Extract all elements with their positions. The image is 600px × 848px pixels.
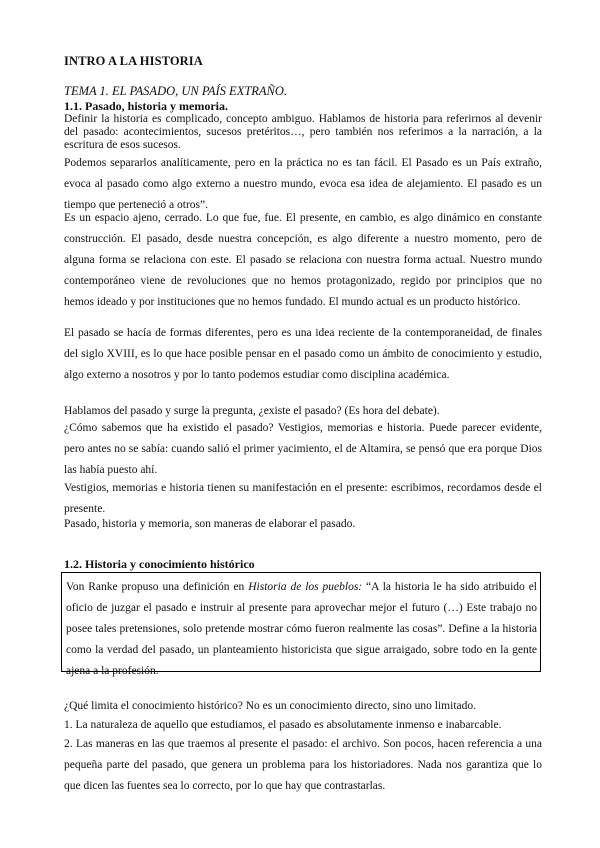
paragraph: Definir la historia es complicado, concepto ambiguo. Hablamos de historia para referirnos al devenir del pasado: acontecimientos, sucesos pretéritos…, pero también nos referimos a la narración, a la escritura de esos sucesos. xyxy=(64,113,542,151)
section-1-heading: 1.1. Pasado, historia y memoria. xyxy=(64,99,228,113)
topic-title: TEMA 1. EL PASADO, UN PAÍS EXTRAÑO. xyxy=(64,84,288,98)
paragraph: Pasado, historia y memoria, son maneras de elaborar el pasado. xyxy=(64,518,356,530)
book-title: Historia de los pueblos: xyxy=(248,581,363,593)
paragraph: Es un espacio ajeno, cerrado. Lo que fue, fue. El presente, en cambio, es algo dinámico en constante construcción. El pasado, desde nuestra concepción, es algo diferente a nuestro momento, pero de alguna forma se relaciona con este. El pasado se relaciona con nuestra forma actual. Nuestro mundo contemporáneo viene de revoluciones que no hemos protagonizado, regido por principios que no hemos ideado y por instituciones que no hemos fundado. El mundo actual es un producto histórico. xyxy=(64,212,542,308)
paragraph: ¿Cómo sabemos que ha existido el pasado? Vestigios, memorias e historia. Puede parecer evidente, pero antes no se sabía: cuando salió el primer yacimiento, el de Altamira, se pensó que era porque Dios las había puesto ahí. xyxy=(64,422,542,476)
paragraph: 2. Las maneras en las que traemos al presente el pasado: el archivo. Son pocos, hacen referencia a una pequeña parte del pasado, que genera un problema para los historiadores. Nada nos garantiza que lo que dicen las fuentes sea lo correcto, por lo que hay que contrastarlas. xyxy=(64,738,542,792)
paragraph: ¿Qué limita el conocimiento histórico? No es un conocimiento directo, sino uno limitado. xyxy=(64,700,476,712)
paragraph: Hablamos del pasado y surge la pregunta, ¿existe el pasado? (Es hora del debate). xyxy=(64,405,440,417)
document-title: INTRO A LA HISTORIA xyxy=(64,54,203,68)
paragraph: El pasado se hacía de formas diferentes, pero es una idea reciente de la contemporaneidad, de finales del siglo XVIII, es lo que hace posible pensar en el pasado como un ámbito de conocimiento y estudio, algo externo a nosotros y por lo tanto podemos estudiar como disciplina académica. xyxy=(64,327,542,381)
paragraph: 1. La naturaleza de aquello que estudiamos, el pasado es absolutamente inmenso e inabarcable. xyxy=(64,719,502,731)
ranke-quote-text xyxy=(66,577,537,682)
section-2-heading: 1.2. Historia y conocimiento histórico xyxy=(64,557,255,571)
paragraph: Vestigios, memorias e historia tienen su manifestación en el presente: escribimos, recordamos desde el presente. xyxy=(64,482,542,515)
quote-intro: Von Ranke propuso una definición en xyxy=(66,581,249,593)
quote-body: “A la historia le ha sido atribuido el oficio de juzgar el pasado e instruir al presente para aprovechar mejor el futuro (…) Este trabajo no posee tales pretensiones, solo pretende mostrar cómo fueron realmente las cosas”. Define a la historia como la verdad del pasado, un planteamiento historicista que sigue arraigado, sobre todo en la gente ajena a la profesión. xyxy=(66,581,537,677)
paragraph: Podemos separarlos analíticamente, pero en la práctica no es tan fácil. El Pasado es un País extraño, evoca al pasado como algo externo a nuestro mundo, evoca esa idea de alejamiento. El pasado es un tiempo que perteneció a otros”. xyxy=(64,157,542,211)
ranke-quote-box xyxy=(61,572,541,677)
